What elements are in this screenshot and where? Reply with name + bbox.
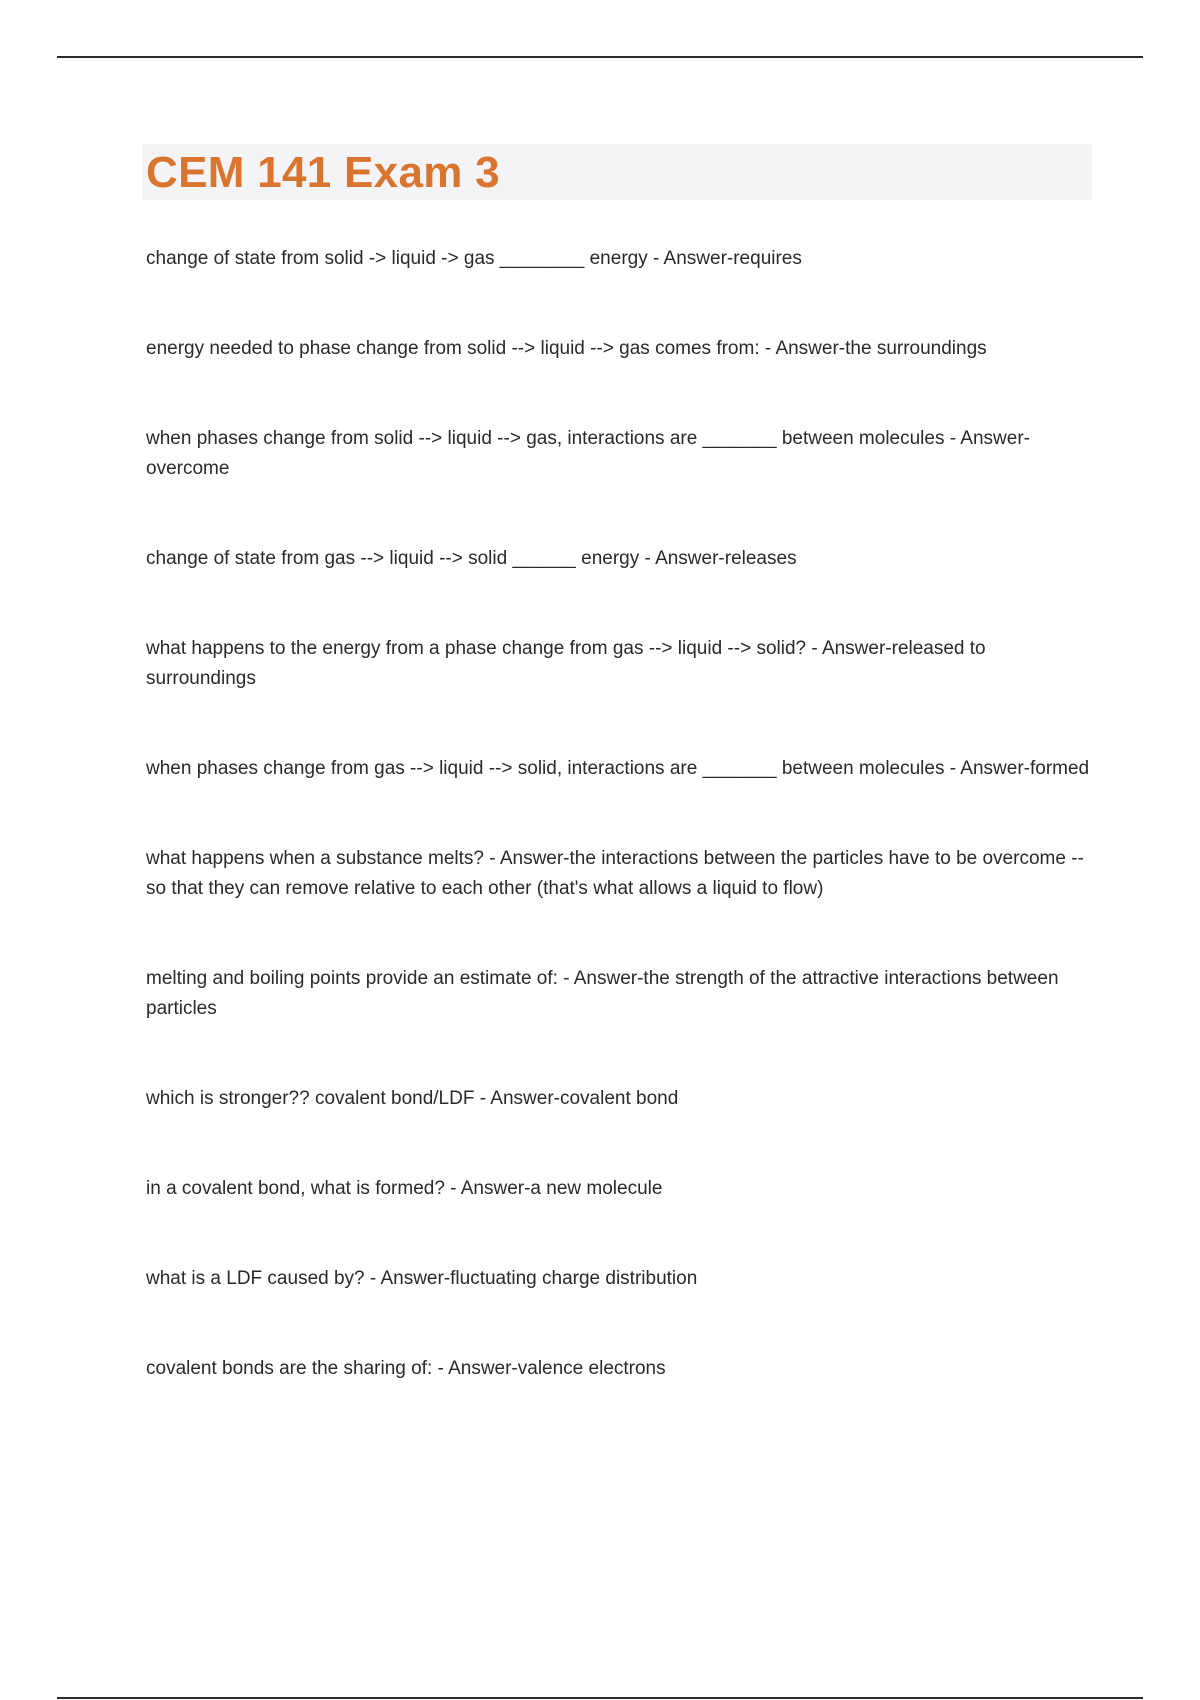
qa-entry: what happens when a substance melts? - Answer-the interactions between the particles have to be overcome -- so that they can remove relative to each other (that's what allows a liquid to flow) bbox=[146, 848, 1084, 899]
qa-entry: which is stronger?? covalent bond/LDF - Answer-covalent bond bbox=[146, 1088, 679, 1109]
qa-entry: what happens to the energy from a phase change from gas --> liquid --> solid? - Answer-released to surroundings bbox=[146, 638, 986, 689]
qa-entry: covalent bonds are the sharing of: - Answer-valence electrons bbox=[146, 1358, 666, 1379]
qa-list bbox=[146, 244, 1096, 1384]
qa-entry: when phases change from solid --> liquid --> gas, interactions are _______ between molecules - Answer-overcome bbox=[146, 428, 1030, 479]
qa-entry: change of state from solid -> liquid -> gas ________ energy - Answer-requires bbox=[146, 248, 802, 269]
qa-entry: change of state from gas --> liquid --> solid ______ energy - Answer-releases bbox=[146, 548, 797, 569]
page-title: CEM 141 Exam 3 bbox=[146, 148, 500, 197]
qa-entry: melting and boiling points provide an estimate of: - Answer-the strength of the attractive interactions between particles bbox=[146, 968, 1059, 1019]
header-rule bbox=[57, 56, 1143, 58]
qa-entry: what is a LDF caused by? - Answer-fluctuating charge distribution bbox=[146, 1268, 698, 1289]
footer-rule bbox=[57, 1697, 1143, 1699]
qa-entry: in a covalent bond, what is formed? - Answer-a new molecule bbox=[146, 1178, 663, 1199]
qa-entry: energy needed to phase change from solid --> liquid --> gas comes from: - Answer-the surroundings bbox=[146, 338, 987, 359]
qa-entry: when phases change from gas --> liquid --> solid, interactions are _______ between molecules - Answer-formed bbox=[146, 758, 1090, 779]
